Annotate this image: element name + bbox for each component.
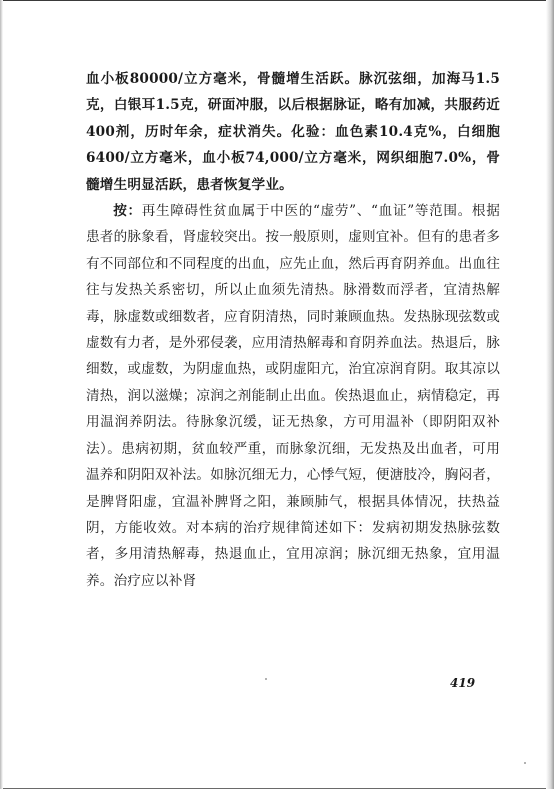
page-edge-shadow-left xyxy=(0,0,3,789)
commentary-label: 按： xyxy=(113,203,142,220)
case-result-paragraph: 血小板80000/立方毫米，骨髓增生活跃。脉沉弦细，加海马1.5克，白银耳1.5克，研面冲服，以后根据脉证，略有加减，共服药近400剂，历时年余，症状消失。化验：血色素10.4克%，白细胞6400/立方毫米，血小板74,000/立方毫米，网织细胞7.0%，骨髓增生明显活跃，患者恢复学业。 xyxy=(86,71,500,193)
page-number: 419 xyxy=(450,676,476,690)
print-speck xyxy=(524,762,526,764)
page-body xyxy=(86,66,500,594)
commentary-paragraph xyxy=(86,198,500,594)
print-speck xyxy=(265,678,267,680)
page-edge-shadow-right xyxy=(546,0,554,789)
commentary-body: 再生障碍性贫血属于中医的“虚劳”、“血证”等范围。根据患者的脉象看，肾虚较突出。按一般原则，虚则宜补。但有的患者多有不同部位和不同程度的出血，应先止血，然后再育阴养血。出血往往与发热关系密切，所以止血须先清热。脉滑数而浮者，宜清热解毒，脉虚数或细数者，应育阴清热，同时兼顾血热。发热脉现弦数或虚数有力者，是外邪侵袭，应用清热解毒和育阴养血法。热退后，脉细数，或虚数，为阴虚血热，或阴虚阳亢，治宜凉润育阴。取其凉以清热，润以滋燥；凉润之剂能制止出血。俟热退血止，病情稳定，再用温润养阴法。待脉象沉缓，证无热象，方可用温补（即阴阳双补法）。患病初期，贫血较严重，而脉象沉细，无发热及出血者，可用温养和阴阳双补法。如脉沉细无力，心悸气短，便溏肢冷，胸闷者，是脾肾阳虚，宜温补脾肾之阳，兼顾肺气，根据具体情况，扶热益阴，方能收效。对本病的治疗规律简述如下：发病初期发热脉弦数者，多用清热解毒，热退血止，宜用凉润；脉沉细无热象，宜用温养。治疗应以补肾 xyxy=(86,203,500,589)
